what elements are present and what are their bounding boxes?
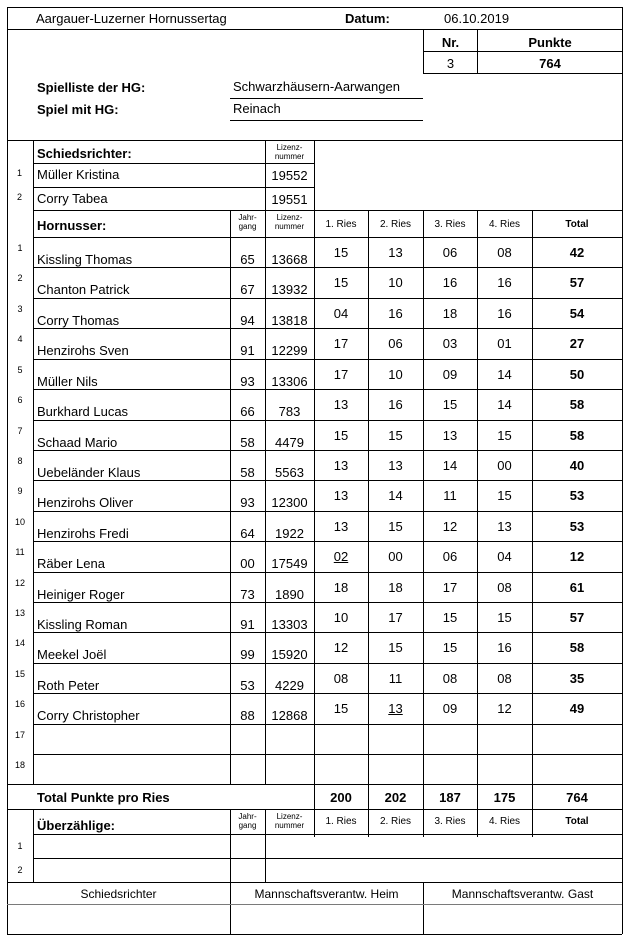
opponent-team: Reinach: [233, 101, 281, 116]
player-year: 65: [240, 252, 255, 267]
player-ries-4: 08: [497, 671, 512, 686]
player-license: 12868: [271, 708, 308, 723]
player-ries-4: 08: [497, 580, 512, 595]
grand-total: 764: [566, 790, 588, 805]
player-name: Müller Nils: [37, 374, 98, 389]
player-ries-3: 11: [443, 488, 457, 503]
player-ries-3: 16: [442, 275, 458, 290]
total-ries-3: 187: [439, 790, 461, 805]
player-name: Corry Thomas: [37, 313, 120, 328]
player-year: 58: [240, 435, 255, 450]
referee-license: 19552: [271, 168, 308, 183]
player-row-number: 4: [17, 334, 23, 344]
ries-1-header: 1. Ries: [325, 219, 357, 230]
referees-title: Schiedsrichter:: [37, 146, 132, 161]
player-ries-3: 06: [442, 245, 458, 260]
player-ries-4: 04: [497, 549, 512, 564]
extras-year-header: Jahr- gang: [238, 812, 257, 830]
player-ries-4: 12: [497, 701, 512, 716]
player-year: 53: [240, 678, 255, 693]
player-ries-4: 13: [497, 519, 512, 534]
player-ries-4: 01: [497, 336, 512, 351]
ries-4-header: 4. Ries: [488, 219, 521, 230]
player-ries-3: 15: [442, 640, 458, 655]
extras-ries-1-header: 1. Ries: [325, 816, 357, 827]
referee-license: 19551: [271, 192, 308, 207]
player-row-number: 11: [15, 547, 25, 557]
player-year: 73: [240, 587, 255, 602]
player-year: 91: [240, 617, 255, 632]
player-license: 4479: [275, 435, 304, 450]
player-ries-3: 09: [442, 367, 458, 382]
player-ries-3: 12: [442, 519, 458, 534]
player-license: 15920: [271, 647, 308, 662]
player-ries-2: 13: [388, 458, 403, 473]
player-ries-4: 00: [497, 458, 512, 473]
player-ries-1: 13: [333, 458, 349, 473]
player-year: 64: [240, 526, 255, 541]
player-ries-3: 15: [442, 610, 458, 625]
playlist-label: Spielliste der HG:: [37, 80, 146, 95]
player-total: 57: [569, 275, 585, 290]
total-header: Total: [565, 219, 589, 230]
nr-label: Nr.: [441, 35, 460, 50]
player-ries-3: 08: [442, 671, 458, 686]
player-total: 58: [569, 640, 585, 655]
player-license: 13303: [271, 617, 308, 632]
player-name: Schaad Mario: [37, 435, 118, 450]
player-total: 50: [569, 367, 585, 382]
signature-home-label: Mannschaftsverantw. Heim: [254, 887, 399, 901]
player-row-number: 14: [14, 638, 25, 648]
player-ries-3: 03: [442, 336, 458, 351]
nr-value: 3: [446, 56, 455, 71]
player-year: 93: [240, 495, 255, 510]
player-total: 49: [569, 701, 585, 716]
player-name: Corry Christopher: [37, 708, 140, 723]
player-license: 12299: [271, 343, 308, 358]
player-ries-1: 15: [333, 245, 349, 260]
player-total: 54: [569, 306, 585, 321]
player-row-number: 6: [17, 395, 23, 405]
extras-title: Überzählige:: [37, 818, 116, 833]
player-ries-4: 08: [497, 245, 512, 260]
player-license: 13932: [271, 282, 308, 297]
player-ries-1: 08: [333, 671, 349, 686]
player-total: 57: [569, 610, 585, 625]
player-ries-1: 12: [333, 640, 349, 655]
license-header: Lizenz- nummer: [274, 213, 305, 231]
player-total: 40: [569, 458, 585, 473]
player-ries-4: 16: [497, 640, 512, 655]
player-row-number: 16: [14, 699, 25, 709]
player-year: 93: [240, 374, 255, 389]
ries-2-header: 2. Ries: [379, 219, 412, 230]
ries-3-header: 3. Ries: [434, 219, 466, 230]
player-license: 17549: [271, 556, 308, 571]
player-name: Heiniger Roger: [37, 587, 125, 602]
player-ries-2: 00: [388, 549, 403, 564]
player-ries-3: 13: [442, 428, 458, 443]
player-ries-4: 14: [497, 397, 512, 412]
player-ries-1: 15: [333, 428, 349, 443]
player-year: 66: [240, 404, 255, 419]
player-year: 88: [240, 708, 255, 723]
player-name: Meekel Joël: [37, 647, 107, 662]
player-ries-2: 11: [388, 671, 403, 686]
player-ries-3: 18: [442, 306, 458, 321]
total-ries-2: 202: [384, 790, 407, 805]
player-ries-4: 16: [497, 306, 512, 321]
event-title: Aargauer-Luzerner Hornussertag: [36, 11, 227, 26]
year-header: Jahr- gang: [238, 213, 257, 231]
player-ries-3: 09: [442, 701, 458, 716]
player-ries-2: 15: [388, 640, 403, 655]
player-name: Henzirohs Sven: [37, 343, 129, 358]
player-ries-1: 18: [333, 580, 349, 595]
player-name: Henzirohs Fredi: [37, 526, 129, 541]
players-title: Hornusser:: [37, 218, 107, 233]
player-total: 12: [569, 549, 585, 564]
player-ries-4: 15: [497, 488, 512, 503]
player-name: Kissling Thomas: [37, 252, 133, 267]
player-row-number: 1: [17, 243, 23, 253]
referee-row-number: 2: [17, 192, 23, 202]
player-name: Uebeländer Klaus: [37, 465, 141, 480]
player-row-number: 18: [14, 760, 25, 770]
player-year: 00: [240, 556, 255, 571]
total-ries-1: 200: [330, 790, 352, 805]
player-name: Roth Peter: [37, 678, 100, 693]
player-ries-1: 17: [333, 336, 349, 351]
extras-row-number: 1: [17, 841, 23, 851]
player-ries-1: 10: [333, 610, 349, 625]
extras-ries-4-header: 4. Ries: [488, 816, 521, 827]
player-name: Räber Lena: [37, 556, 105, 571]
opponent-label: Spiel mit HG:: [37, 102, 119, 117]
player-ries-2: 13: [388, 701, 403, 716]
player-ries-1: 13: [333, 519, 349, 534]
signature-guest-label: Mannschaftsverantw. Gast: [451, 887, 594, 901]
player-total: 58: [569, 397, 585, 412]
player-total: 27: [569, 336, 585, 351]
signature-guest-field[interactable]: [424, 905, 622, 934]
player-year: 99: [240, 647, 255, 662]
player-ries-2: 14: [388, 488, 403, 503]
player-ries-1: 17: [333, 367, 349, 382]
player-ries-2: 16: [388, 306, 403, 321]
player-license: 4229: [275, 678, 304, 693]
extras-ries-2-header: 2. Ries: [379, 816, 412, 827]
player-name: Burkhard Lucas: [37, 404, 129, 419]
player-row-number: 5: [17, 365, 23, 375]
player-license: 12300: [271, 495, 308, 510]
player-row-number: 7: [17, 426, 23, 436]
player-ries-1: 15: [333, 701, 349, 716]
player-ries-1: 13: [333, 397, 349, 412]
player-name: Henzirohs Oliver: [37, 495, 134, 510]
signature-home-field[interactable]: [231, 905, 423, 934]
player-ries-4: 14: [497, 367, 512, 382]
player-total: 42: [569, 245, 585, 260]
player-row-number: 17: [14, 730, 25, 740]
player-row-number: 2: [17, 273, 23, 283]
player-license: 13818: [271, 313, 308, 328]
extras-total-header: Total: [565, 816, 589, 827]
player-name: Kissling Roman: [37, 617, 128, 632]
total-ries-4: 175: [493, 790, 516, 805]
signature-referee-label: Schiedsrichter: [80, 887, 157, 901]
points-value: 764: [539, 56, 561, 71]
referee-name: Corry Tabea: [37, 191, 108, 206]
player-ries-4: 15: [497, 610, 512, 625]
points-label: Punkte: [528, 35, 572, 50]
player-total: 53: [569, 488, 585, 503]
player-license: 783: [278, 404, 301, 419]
player-ries-3: 14: [442, 458, 458, 473]
totals-label: Total Punkte pro Ries: [37, 790, 170, 805]
player-ries-3: 17: [442, 580, 458, 595]
referee-row-number: 1: [17, 168, 23, 178]
player-year: 94: [240, 313, 255, 328]
player-ries-2: 18: [388, 580, 403, 595]
player-total: 61: [569, 580, 585, 595]
player-year: 67: [240, 282, 255, 297]
extras-row-number: 2: [17, 865, 23, 875]
player-row-number: 3: [17, 304, 23, 314]
player-ries-2: 15: [388, 519, 403, 534]
signature-referee-field[interactable]: [8, 905, 230, 934]
player-total: 53: [569, 519, 585, 534]
player-row-number: 15: [14, 669, 25, 679]
playlist-team: Schwarzhäusern-Aarwangen: [233, 79, 400, 94]
player-ries-2: 10: [388, 275, 403, 290]
player-total: 58: [569, 428, 585, 443]
player-ries-3: 15: [442, 397, 458, 412]
player-license: 1922: [275, 526, 304, 541]
player-ries-4: 15: [497, 428, 512, 443]
referee-name: Müller Kristina: [37, 167, 120, 182]
player-row-number: 10: [14, 517, 25, 527]
player-row-number: 12: [14, 578, 25, 588]
referee-license-header: Lizenz- nummer: [274, 143, 305, 161]
player-ries-2: 06: [388, 336, 403, 351]
player-year: 58: [240, 465, 255, 480]
player-ries-2: 16: [388, 397, 403, 412]
player-name: Chanton Patrick: [37, 282, 130, 297]
player-ries-4: 16: [497, 275, 512, 290]
player-ries-1: 15: [333, 275, 349, 290]
player-ries-1: 13: [333, 488, 349, 503]
player-ries-2: 17: [388, 610, 403, 625]
date-label: Datum:: [345, 11, 390, 26]
extras-ries-3-header: 3. Ries: [434, 816, 466, 827]
extras-license-header: Lizenz- nummer: [274, 812, 305, 830]
player-license: 5563: [275, 465, 304, 480]
player-row-number: 13: [14, 608, 25, 618]
player-year: 91: [240, 343, 255, 358]
player-ries-2: 10: [388, 367, 403, 382]
player-license: 13668: [271, 252, 308, 267]
player-ries-3: 06: [442, 549, 458, 564]
player-license: 1890: [275, 587, 304, 602]
player-ries-1: 02: [333, 549, 349, 564]
player-ries-2: 15: [388, 428, 403, 443]
player-ries-1: 04: [333, 306, 349, 321]
player-row-number: 8: [17, 456, 23, 466]
player-total: 35: [569, 671, 585, 686]
player-ries-2: 13: [388, 245, 403, 260]
player-row-number: 9: [17, 486, 23, 496]
date-value: 06.10.2019: [444, 11, 510, 26]
player-license: 13306: [271, 374, 308, 389]
